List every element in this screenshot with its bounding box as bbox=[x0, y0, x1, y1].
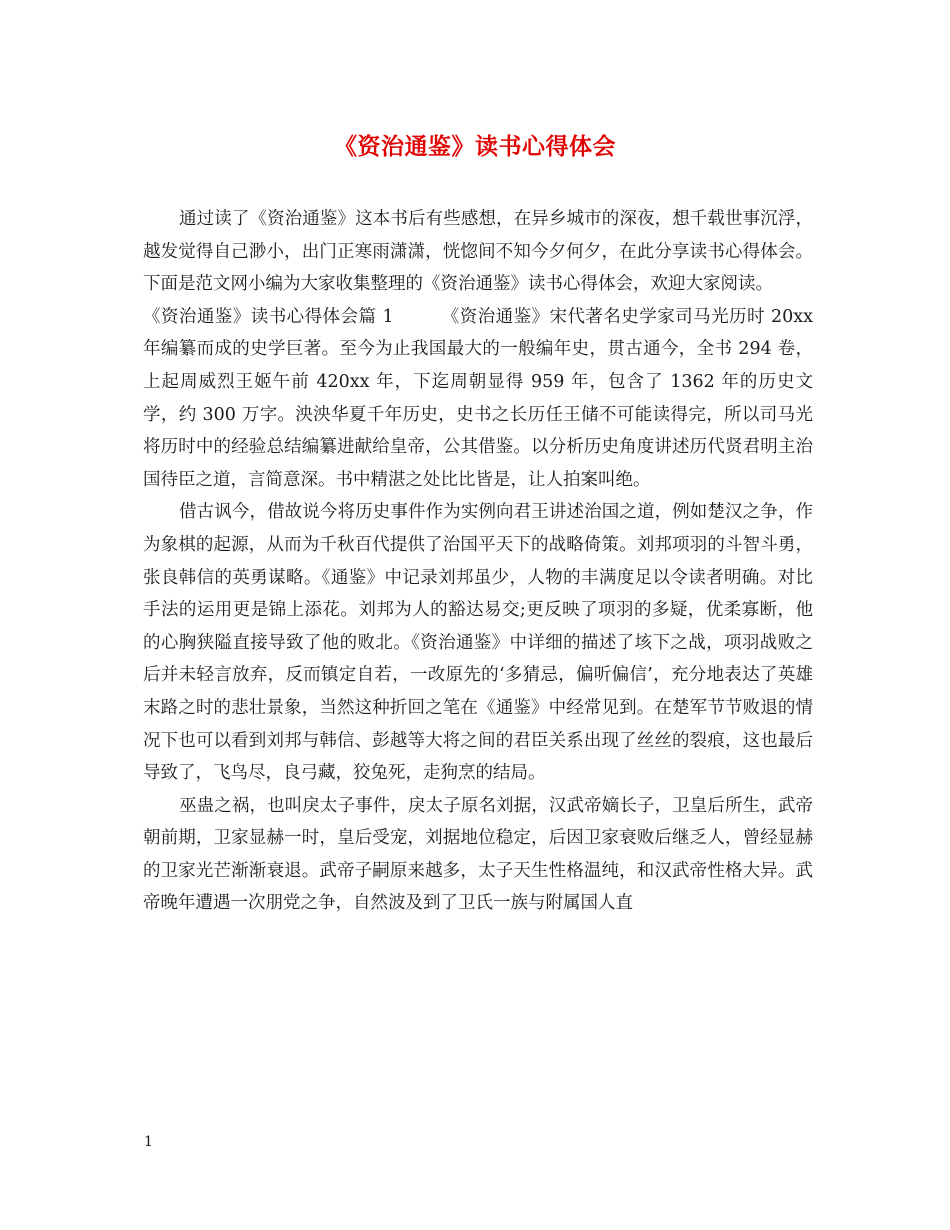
body-paragraph-2: 借古讽今，借故说今将历史事件作为实例向君王讲述治国之道，例如楚汉之争，作为象棋的起源，从而为千秋百代提供了治国平天下的战略倚策。刘邦项羽的斗智斗勇，张良韩信的英勇谋略。《通鉴》中记录刘邦虽少，人物的丰满度足以令读者明确。对比手法的运用更是锦上添花。刘邦为人的豁达易交;更反映了项羽的多疑，优柔寡断，他的心胸狭隘直接导致了他的败北。《资治通鉴》中详细的描述了垓下之战，项羽战败之后并未轻言放弃，反而镇定自若，一改原先的‘多猜忌，偏听偏信’，充分地表达了英雄末路之时的悲壮景象，当然这种折回之笔在《通鉴》中经常见到。在楚军节节败退的情况下也可以看到刘邦与韩信、彭越等大将之间的君臣关系出现了丝丝的裂痕，这也最后导致了，飞鸟尽，良弓藏，狡兔死，走狗烹的结局。 bbox=[143, 502, 813, 784]
document-body bbox=[143, 203, 813, 920]
intro-paragraph: 通过读了《资治通鉴》这本书后有些感想，在异乡城市的深夜，想千载世事沉浮，越发觉得自己渺小，出门正寒雨潇潇，恍惚间不知今夕何夕，在此分享读书心得体会。下面是范文网小编为大家收集整理的《资治通鉴》读书心得体会，欢迎大家阅读。 bbox=[143, 209, 813, 295]
section-text: 《资治通鉴》宋代著名史学家司马光历时 20xx 年编纂而成的史学巨著。至今为止我国最大的一般编年史，贯古通今，全书 294 卷，上起周威烈王姬午前 420xx 年，下迄周朝显得 959 年，包含了 1362 年的历史文学，约 300 万字。泱泱华夏千年历史，史书之长历任王储不可能读得完，所以司马光将历时中的经验总结编纂进献给皇帝，公其借鉴。以分析历史角度讲述历代贤君明主治国待臣之道，言简意深。书中精湛之处比比皆是，让人拍案叫绝。 bbox=[143, 306, 813, 490]
section-paragraph bbox=[143, 301, 813, 497]
page-number: 1 bbox=[144, 1134, 153, 1150]
heading-gap bbox=[394, 307, 442, 327]
body-paragraph-3: 巫蛊之祸，也叫戾太子事件，戾太子原名刘据，汉武帝嫡长子，卫皇后所生，武帝朝前期，卫家显赫一时，皇后受宠，刘据地位稳定，后因卫家衰败后继乏人，曾经显赫的卫家光芒渐渐衰退。武帝子嗣原来越多，太子天生性格温纯，和汉武帝性格大异。武帝晚年遭遇一次朋党之争，自然波及到了卫氏一族与附属国人直 bbox=[143, 795, 813, 914]
section-heading: 《资治通鉴》读书心得体会篇 1 bbox=[143, 306, 394, 327]
document-title: 《资治通鉴》读书心得体会 bbox=[334, 133, 616, 160]
